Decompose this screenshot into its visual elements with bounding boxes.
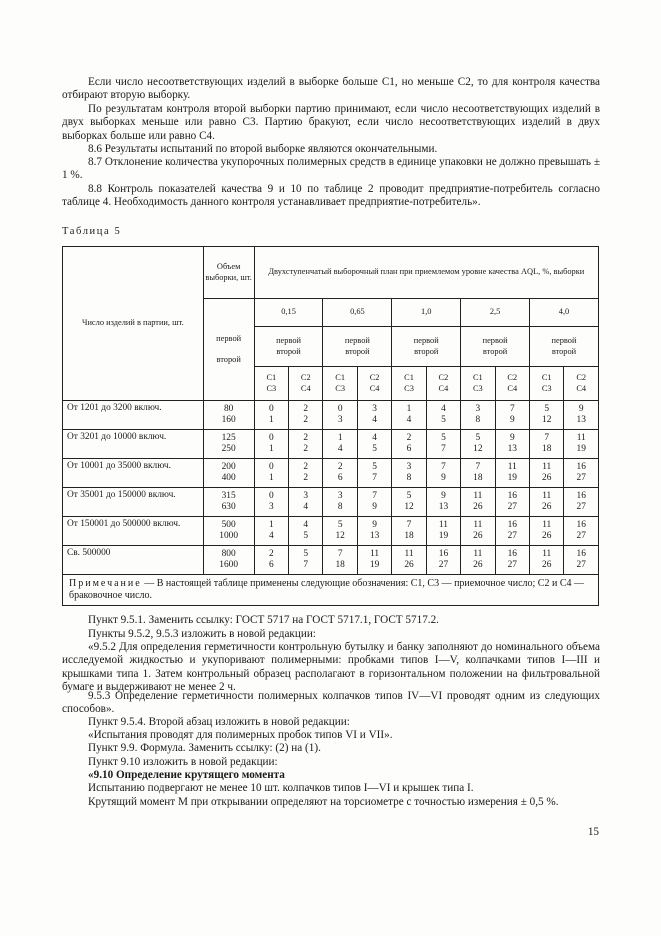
plan-value: 11 26 [530, 517, 564, 546]
paragraph: 8.6 Результаты испытаний по второй выборке являются окончательными. [88, 143, 438, 155]
paragraph: Пункты 9.5.2, 9.5.3 изложить в новой редакции: [88, 628, 316, 640]
plan-value: 1 4 [392, 401, 426, 430]
plan-value: 16 27 [564, 546, 599, 575]
plan-value: 9 13 [426, 488, 460, 517]
paragraph: Пункт 9.5.1. Заменить ссылку: ГОСТ 5717 на ГОСТ 5717.1, ГОСТ 5717.2. [88, 614, 439, 626]
table-row [63, 488, 599, 517]
plan-value: 11 19 [564, 430, 599, 459]
acceptance-label: С2 С4 [564, 367, 599, 401]
party-size: От 1201 до 3200 включ. [63, 401, 204, 430]
party-size: От 150001 до 500000 включ. [63, 517, 204, 546]
table-row [63, 546, 599, 575]
plan-value: 2 6 [254, 546, 288, 575]
plan-value: 9 13 [357, 517, 391, 546]
acceptance-label: С1 С3 [461, 367, 495, 401]
plan-value: 2 6 [323, 459, 357, 488]
header-volume: Объем выборки, шт. [203, 247, 254, 299]
plan-value: 3 4 [357, 401, 391, 430]
table-row [63, 401, 599, 430]
plan-value: 16 27 [495, 546, 529, 575]
party-size: От 3201 до 10000 включ. [63, 430, 204, 459]
plan-value: 16 27 [495, 488, 529, 517]
header-party: Число изделий в партии, шт. [63, 247, 204, 401]
sample-volume: 800 1600 [203, 546, 254, 575]
plan-value: 11 19 [426, 517, 460, 546]
plan-value: 16 27 [426, 546, 460, 575]
plan-value: 7 18 [392, 517, 426, 546]
plan-value: 5 7 [289, 546, 323, 575]
plan-value: 5 12 [530, 401, 564, 430]
acceptance-label: С1 С3 [530, 367, 564, 401]
stage-labels: первой второй [323, 327, 392, 367]
stage-labels: первой второй [461, 327, 530, 367]
plan-value: 7 18 [530, 430, 564, 459]
aql-0-65: 0,65 [323, 299, 392, 327]
plan-value: 7 9 [357, 488, 391, 517]
table-row [63, 517, 599, 546]
plan-value: 11 26 [392, 546, 426, 575]
party-size: От 35001 до 150000 включ. [63, 488, 204, 517]
table-row [63, 459, 599, 488]
header-plan: Двухступенчатый выборочный план при приемлемом уровне качества AQL, %, выборки [254, 247, 598, 299]
plan-value: 0 1 [254, 430, 288, 459]
paragraph: Если число несоответствующих изделий в выборке больше С1, но меньше С2, то для контроля качества отбирают вторую выборку. [62, 76, 600, 102]
plan-value: 11 26 [530, 488, 564, 517]
paragraph: 9.5.3 Определение герметичности полимерных колпачков типов IV—VI проводят одним из следующих способов». [62, 690, 600, 716]
plan-value: 16 27 [495, 517, 529, 546]
paragraph: «Испытания проводят для полимерных пробок типов VI и VII». [88, 729, 393, 741]
aql-2-5: 2,5 [461, 299, 530, 327]
acceptance-label: С1 С3 [254, 367, 288, 401]
party-size: Св. 500000 [63, 546, 204, 575]
plan-value: 5 12 [461, 430, 495, 459]
plan-value: 11 26 [530, 459, 564, 488]
stage-labels: первой второй [392, 327, 461, 367]
paragraph: Пункт 9.10 изложить в новой редакции: [88, 756, 278, 768]
aql-0-15: 0,15 [254, 299, 323, 327]
plan-value: 5 7 [426, 430, 460, 459]
plan-value: 4 5 [357, 430, 391, 459]
plan-value: 2 2 [289, 401, 323, 430]
page-number: 15 [587, 826, 599, 838]
plan-value: 2 2 [289, 430, 323, 459]
party-size: От 10001 до 35000 включ. [63, 459, 204, 488]
sample-volume: 200 400 [203, 459, 254, 488]
plan-value: 2 2 [289, 459, 323, 488]
plan-value: 0 1 [254, 401, 288, 430]
plan-value: 11 26 [461, 488, 495, 517]
sample-volume: 315 630 [203, 488, 254, 517]
table-5 [62, 246, 599, 606]
stage-labels: первой второй [530, 327, 599, 367]
paragraph: Пункт 9.9. Формула. Заменить ссылку: (2) на (1). [88, 742, 321, 754]
plan-value: 3 8 [392, 459, 426, 488]
acceptance-label: С1 С3 [323, 367, 357, 401]
plan-value: 11 19 [357, 546, 391, 575]
acceptance-label: С2 С4 [495, 367, 529, 401]
sample-volume: 125 250 [203, 430, 254, 459]
plan-value: 0 1 [254, 459, 288, 488]
plan-value: 7 9 [426, 459, 460, 488]
plan-value: 3 8 [461, 401, 495, 430]
aql-4-0: 4,0 [530, 299, 599, 327]
plan-value: 11 26 [530, 546, 564, 575]
header-volume-stages: первой второй [203, 299, 254, 401]
plan-value: 4 5 [289, 517, 323, 546]
table-note: Примечание — В настоящей таблице применены следующие обозначения: С1, С3 — приемочное число; С2 и С4 — браковочное число. [63, 575, 599, 606]
plan-value: 11 26 [461, 517, 495, 546]
plan-value: 5 12 [323, 517, 357, 546]
plan-value: 11 26 [461, 546, 495, 575]
plan-value: 9 13 [564, 401, 599, 430]
plan-value: 3 4 [289, 488, 323, 517]
plan-value: 9 13 [495, 430, 529, 459]
plan-value: 0 3 [323, 401, 357, 430]
paragraph: 8.8 Контроль показателей качества 9 и 10 по таблице 2 проводит предприятие-потребитель согласно таблице 4. Необходимость данного контроля устанавливает предприятие-потребитель». [62, 183, 600, 209]
acceptance-label: С1 С3 [392, 367, 426, 401]
plan-value: 7 18 [323, 546, 357, 575]
section-heading: «9.10 Определение крутящего момента [88, 769, 285, 781]
stage-labels: первой второй [254, 327, 323, 367]
plan-value: 7 9 [495, 401, 529, 430]
plan-value: 1 4 [323, 430, 357, 459]
acceptance-label: С2 С4 [289, 367, 323, 401]
acceptance-label: С2 С4 [426, 367, 460, 401]
acceptance-label: С2 С4 [357, 367, 391, 401]
sample-volume: 500 1000 [203, 517, 254, 546]
plan-value: 3 8 [323, 488, 357, 517]
plan-value: 5 12 [392, 488, 426, 517]
paragraph: По результатам контроля второй выборки партию принимают, если число несоответствующих изделий в двух выборках меньше или равно С3. Партию бракуют, если число несоответствующих изделий в двух выборках больше или равно С4. [62, 103, 600, 142]
plan-value: 0 3 [254, 488, 288, 517]
paragraph: 8.7 Отклонение количества укупорочных полимерных средств в единице упаковки не должно превышать ± 1 %. [62, 156, 600, 182]
aql-1-0: 1,0 [392, 299, 461, 327]
paragraph: Крутящий момент М при открывании определяют на торсиометре с точностью измерения ± 0,5 %. [88, 796, 559, 808]
table-row [63, 430, 599, 459]
table-note-row [63, 575, 599, 606]
paragraph: «9.5.2 Для определения герметичности контрольную бутылку и банку заполняют до номинального объема исследуемой жидкостью и укупоривают полимерными: пробками типов I—V, колпачками типов I—III и крышками типа 1. Затем контрольный образец располагают в горизонтальном положении на фильтровальной бумаге и выдерживают не менее 2 ч. [62, 641, 600, 694]
sample-volume: 80 160 [203, 401, 254, 430]
paragraph: Испытанию подвергают не менее 10 шт. колпачков типов I—VI и крышек типа I. [88, 782, 474, 794]
plan-value: 16 27 [564, 517, 599, 546]
plan-value: 16 27 [564, 459, 599, 488]
plan-value: 2 6 [392, 430, 426, 459]
table-title: Таблица 5 [62, 226, 122, 237]
plan-value: 11 19 [495, 459, 529, 488]
paragraph: Пункт 9.5.4. Второй абзац изложить в новой редакции: [88, 716, 350, 728]
plan-value: 4 5 [426, 401, 460, 430]
plan-value: 7 18 [461, 459, 495, 488]
plan-value: 16 27 [564, 488, 599, 517]
plan-value: 5 7 [357, 459, 391, 488]
plan-value: 1 4 [254, 517, 288, 546]
